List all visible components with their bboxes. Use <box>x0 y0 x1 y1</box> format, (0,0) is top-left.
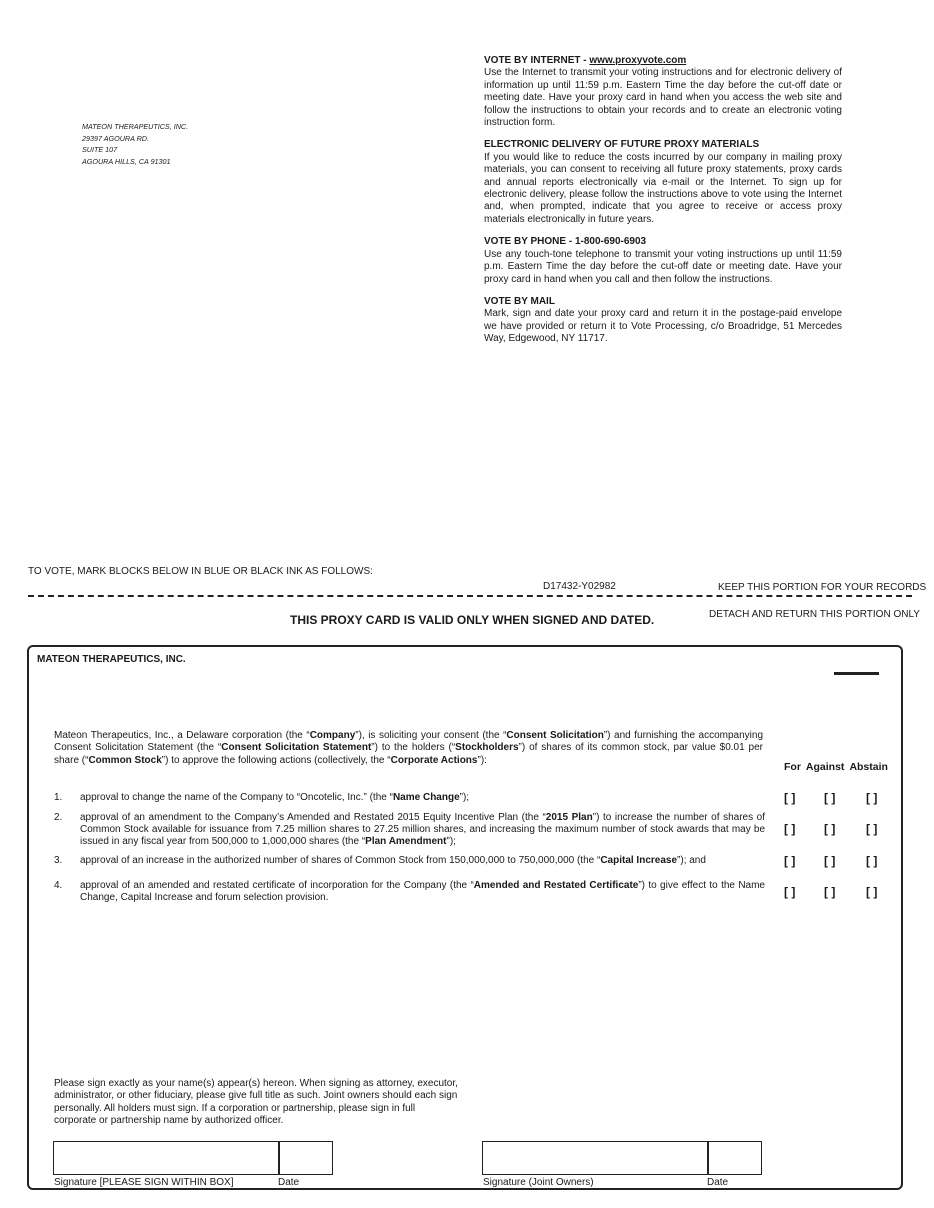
signing-instructions: Please sign exactly as your name(s) appear(s) hereon. When signing as attorney, executor, administrator, or other fiduciary, please give full title as such. Joint owners should each sign personally. All holders must sign. If a corporation or partnership, please sign in full corporate or partnership name by authorized officer. <box>54 1078 458 1126</box>
proposal-text-part: approval to change the name of the Company to “Oncotelic, Inc.” (the “ <box>80 792 393 803</box>
proposal-text <box>80 855 765 867</box>
proposal-number: 1. <box>54 792 63 803</box>
intro-text: ”) of shares of its common stock, par value $0.01 per share (“ <box>54 742 763 766</box>
vote-by-internet-heading <box>484 55 842 67</box>
proposal-text <box>80 880 765 904</box>
date-label: Date <box>278 1177 300 1188</box>
proxyvote-link[interactable]: www.proxyvote.com <box>589 55 687 66</box>
checkbox-for[interactable]: [ ] <box>784 791 796 805</box>
intro-term: Consent Solicitation <box>506 730 604 741</box>
checkbox-for[interactable]: [ ] <box>784 822 796 836</box>
return-address-line: 29397 AGOURA RD. <box>82 133 149 143</box>
proposal-text-part: ”); and <box>677 855 706 866</box>
vote-by-internet-body: Use the Internet to transmit your voting instructions and for electronic delivery of information up until 11:59 p.m. Eastern Time the day before the cut-off date or meeting date. Have your proxy card in hand when you access the web site and follow the instructions to obtain your records and to create an electronic voting instruction form. <box>484 67 842 129</box>
vote-column-headers <box>784 761 893 773</box>
proposal-text-part: ”); <box>459 792 470 803</box>
intro-text: ”), is soliciting your consent (the “ <box>355 730 507 741</box>
proposal-term: Plan Amendment <box>365 836 447 848</box>
proposal-number: 3. <box>54 855 63 866</box>
consent-intro <box>54 730 763 767</box>
keep-portion-label: KEEP THIS PORTION FOR YOUR RECORDS <box>718 582 927 593</box>
vote-by-phone-section <box>484 236 842 286</box>
proposal-text-part: approval of an amendment to the Company’s Amended and Restated 2015 Equity Incentive Plan (the “ <box>80 812 546 823</box>
signature-label: Signature [PLEASE SIGN WITHIN BOX] <box>54 1177 234 1188</box>
intro-text: ”) and furnishing the accompanying Consent Solicitation Statement (the “ <box>54 730 764 754</box>
electronic-delivery-body: If you would like to reduce the costs incurred by our company in mailing proxy materials, you can consent to receiving all future proxy statements, proxy cards and annual reports electronically via e-mail or the Internet. To sign up for electronic delivery, please follow the instructions above to vote using the Internet and, when prompted, indicate that you agree to receive or access proxy materials electronically in future years. <box>484 151 842 225</box>
checkbox-for[interactable]: [ ] <box>784 885 796 899</box>
detach-portion-label: DETACH AND RETURN THIS PORTION ONLY <box>709 609 920 620</box>
intro-term: Common Stock <box>88 754 162 766</box>
proposal-text-part: ”); <box>446 836 456 848</box>
electronic-delivery-section <box>484 139 842 226</box>
joint-signature-label: Signature (Joint Owners) <box>483 1177 594 1188</box>
proposal-term: Amended and Restated Certificate <box>473 880 639 891</box>
intro-text: ”) to approve the following actions (collectively, the “ <box>161 754 391 766</box>
intro-term: Consent Solicitation Statement <box>221 742 372 754</box>
checkbox-against[interactable]: [ ] <box>824 822 836 836</box>
joint-date-label: Date <box>707 1177 729 1188</box>
checkbox-abstain[interactable]: [ ] <box>866 885 878 899</box>
column-abstain: Abstain <box>849 761 888 773</box>
intro-term: Stockholders <box>455 742 519 754</box>
vote-by-mail-body: Mark, sign and date your proxy card and return it in the postage-paid envelope we have provided or return it to Vote Processing, c/o Broadridge, 51 Mercedes Way, Edgewood, NY 11717. <box>484 308 842 345</box>
card-corner-bar <box>834 672 879 675</box>
checkbox-abstain[interactable]: [ ] <box>866 791 878 805</box>
column-for: For <box>784 761 801 773</box>
intro-term: Company <box>309 730 356 741</box>
vote-by-internet-label: VOTE BY INTERNET - <box>484 55 590 66</box>
vote-by-mail-heading: VOTE BY MAIL <box>484 295 555 307</box>
return-address-line: SUITE 107 <box>82 145 118 155</box>
checkbox-against[interactable]: [ ] <box>824 885 836 899</box>
valid-notice: THIS PROXY CARD IS VALID ONLY WHEN SIGNED AND DATED. <box>290 613 655 627</box>
proposal-text-part: approval of an amended and restated certificate of incorporation for the Company (the “ <box>80 880 474 891</box>
proposal-text <box>80 812 765 849</box>
to-vote-instruction: TO VOTE, MARK BLOCKS BELOW IN BLUE OR BLACK INK AS FOLLOWS: <box>28 566 373 577</box>
column-against: Against <box>805 761 845 773</box>
vote-by-phone-body: Use any touch-tone telephone to transmit your voting instructions up until 11:59 p.m. Eastern Time the day before the cut-off date or meeting date. Have your proxy card in hand when you call and then follow the instructions. <box>484 248 842 285</box>
joint-signature-box[interactable] <box>482 1141 709 1175</box>
voting-instructions <box>484 55 842 356</box>
return-address-line: AGOURA HILLS, CA 91301 <box>82 156 171 166</box>
proposal-number: 4. <box>54 880 63 891</box>
proposal-text <box>80 792 765 804</box>
proposal-term: 2015 Plan <box>545 812 593 823</box>
vote-by-phone-heading: VOTE BY PHONE - 1-800-690-6903 <box>484 236 647 248</box>
checkbox-for[interactable]: [ ] <box>784 854 796 868</box>
checkbox-against[interactable]: [ ] <box>824 791 836 805</box>
proposal-text-part: approval of an increase in the authorized number of shares of Common Stock from 150,000,000 to 750,000,000 (the “ <box>80 855 601 866</box>
card-company-name: MATEON THERAPEUTICS, INC. <box>37 654 186 665</box>
proposal-term: Name Change <box>392 792 460 803</box>
signature-box[interactable] <box>53 1141 280 1175</box>
checkbox-against[interactable]: [ ] <box>824 854 836 868</box>
checkbox-abstain[interactable]: [ ] <box>866 822 878 836</box>
proposal-text-part: ”) to increase the number of shares of Common Stock available for issuance from 7.25 million shares to 27.25 million shares, and increasing the maximum number of stock awards that may be issued in any fiscal year from 500,000 to 1,000,000 shares (the “ <box>80 812 765 848</box>
control-code: D17432-Y02982 <box>543 581 616 592</box>
joint-signature-date-box[interactable] <box>707 1141 762 1175</box>
return-address <box>82 121 188 167</box>
intro-text: Mateon Therapeutics, Inc., a Delaware corporation (the “ <box>54 730 310 741</box>
vote-by-mail-section <box>484 296 842 346</box>
intro-text: ”) to the holders (“ <box>371 742 456 754</box>
vote-by-internet-section <box>484 55 842 129</box>
intro-text: ”): <box>477 754 487 766</box>
electronic-delivery-heading: ELECTRONIC DELIVERY OF FUTURE PROXY MATERIALS <box>484 139 760 151</box>
detach-line <box>28 595 912 597</box>
signature-date-box[interactable] <box>278 1141 333 1175</box>
intro-term: Corporate Actions <box>390 754 478 766</box>
proposal-number: 2. <box>54 812 63 823</box>
checkbox-abstain[interactable]: [ ] <box>866 854 878 868</box>
return-address-line: MATEON THERAPEUTICS, INC. <box>82 122 189 131</box>
proposal-text-part: ”) to give effect to the Name Change, Capital Increase and forum selection provision. <box>80 880 765 904</box>
proposal-term: Capital Increase <box>600 855 678 866</box>
